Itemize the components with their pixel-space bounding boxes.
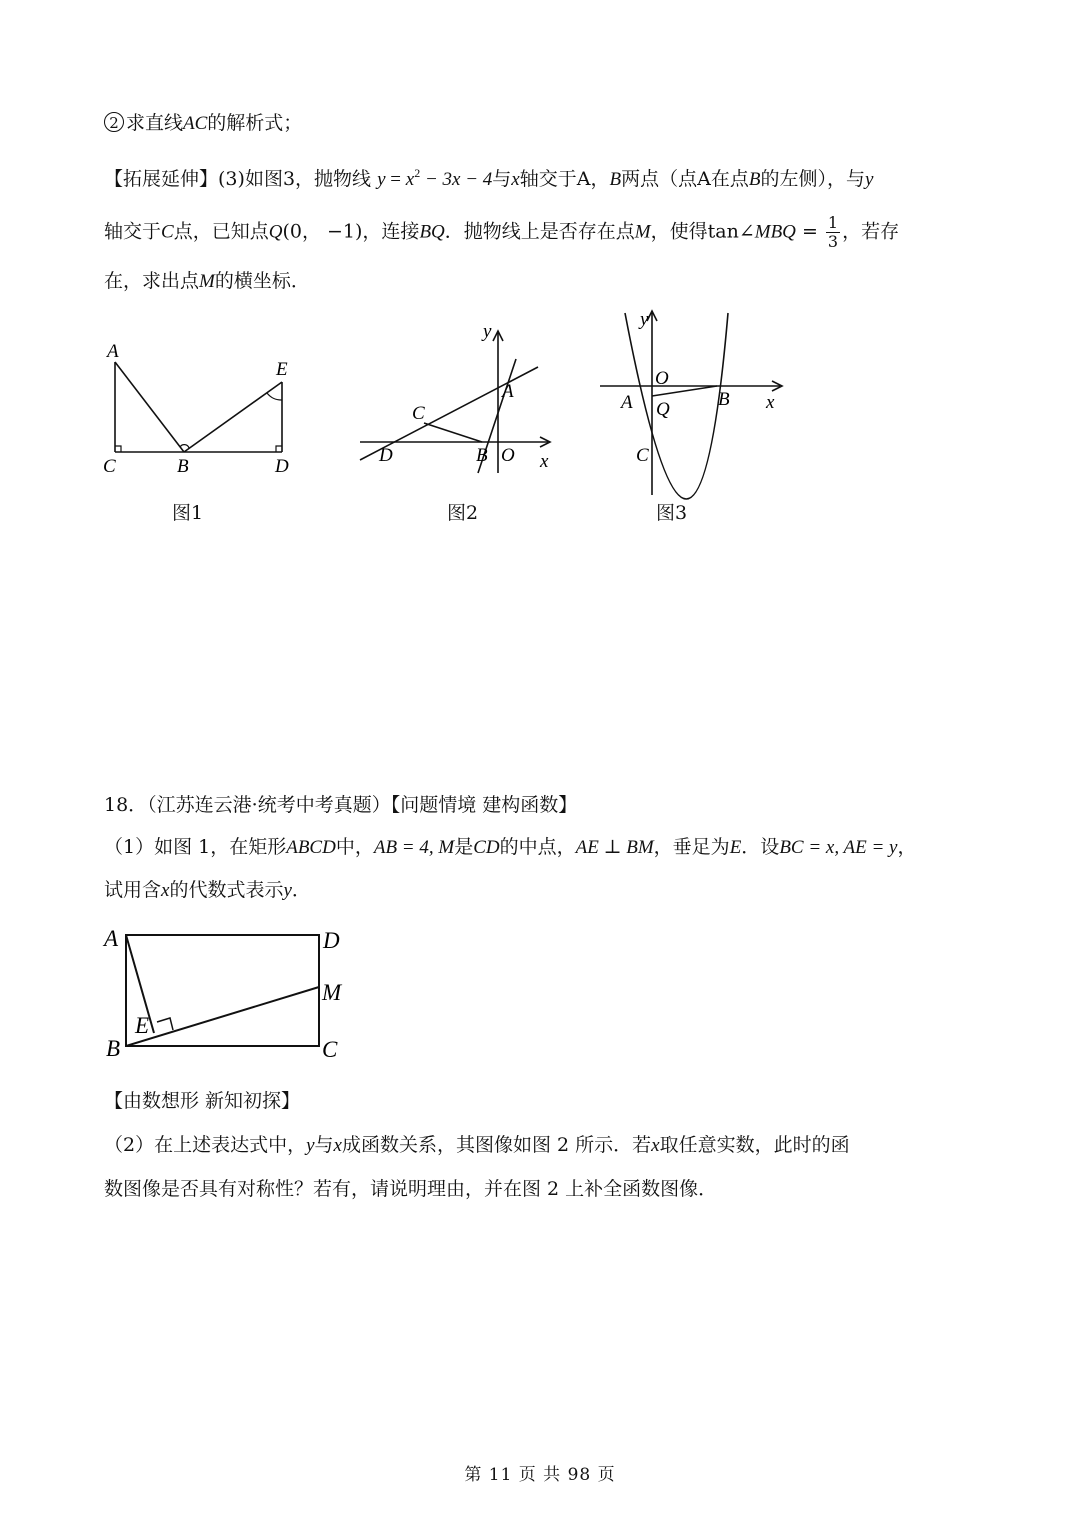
fig2-label-y: y (483, 321, 492, 342)
fig2-caption: 图2 (447, 502, 479, 524)
parabola-equation: $y = x^2 - 3x - 4$ (377, 166, 493, 190)
fig3-caption: 图3 (656, 502, 688, 524)
q17-extension-line1: 【拓展延伸】(3)如图3，抛物线 $y = x^2 - 3x - 4$与x轴交于A，B两点（点A在点B的左侧），与y (104, 166, 874, 190)
figure-2 (350, 315, 570, 475)
q18-section2-header: 【由数想形 新知初探】 (104, 1090, 301, 1112)
fig2-label-A: A (502, 381, 514, 402)
q18-part1-line1: （1）如图 1，在矩形ABCD中，AB = 4, M是CD的中点，AE ⊥ BM，垂足为E．设BC = x, AE = y， (104, 836, 917, 858)
fig3-label-x: x (766, 392, 775, 413)
figure-3 (595, 305, 795, 505)
rect-label-E: E (135, 1013, 150, 1038)
rectangle-figure (100, 920, 360, 1065)
fig1-label-C: C (103, 456, 116, 477)
fig1-label-E: E (276, 359, 288, 380)
page-footer: 第 11 页 共 98 页 (464, 1465, 616, 1485)
fig3-label-y: y (640, 309, 649, 330)
circled-number: 2 (104, 112, 124, 132)
fig3-label-B: B (718, 389, 730, 410)
fig2-label-C: C (412, 403, 425, 424)
rect-label-A: A (104, 926, 119, 951)
q18-part2-line2: 数图像是否具有对称性？若有，请说明理由，并在图 2 上补全函数图像． (104, 1178, 718, 1200)
rect-label-B: B (106, 1036, 121, 1061)
fig2-label-D: D (379, 445, 393, 466)
fig1-label-B: B (177, 456, 189, 477)
q17-part2-line: 2 求直线AC的解析式； (104, 110, 302, 137)
q17-extension-line3: 在，求出点M的横坐标． (104, 270, 310, 292)
fig3-label-Q: Q (656, 399, 670, 420)
q17-extension-line2: 轴交于C点，已知点Q(0， −1)，连接BQ．抛物线上是否存在点M，使得tan∠MBQ = $\frac{1}{3}$ ，若存 (104, 213, 900, 251)
q18-header: 18．（江苏连云港·统考中考真题）【问题情境 建构函数】 (104, 794, 578, 816)
rect-label-M: M (322, 980, 342, 1005)
rect-label-C: C (322, 1037, 338, 1062)
figure-1 (95, 335, 315, 485)
fig1-caption: 图1 (172, 502, 204, 524)
fig1-label-A: A (107, 341, 119, 362)
q18-part2-line1: （2）在上述表达式中，y与x成函数关系，其图像如图 2 所示．若x取任意实数，此时的函 (104, 1134, 850, 1156)
fig2-label-O: O (501, 445, 515, 466)
fig2-label-x: x (540, 451, 549, 472)
fig1-label-D: D (275, 456, 289, 477)
rect-label-D: D (323, 928, 340, 953)
fig3-label-C: C (636, 445, 649, 466)
fraction-one-third: $\frac{1}{3}$ (827, 213, 839, 251)
q18-part1-line2: 试用含x的代数式表示y． (104, 879, 311, 901)
fig3-label-A: A (621, 392, 633, 413)
fig3-label-O: O (655, 368, 669, 389)
fig2-label-B: B (476, 445, 488, 466)
section-tag: 【拓展延伸】 (104, 168, 219, 190)
